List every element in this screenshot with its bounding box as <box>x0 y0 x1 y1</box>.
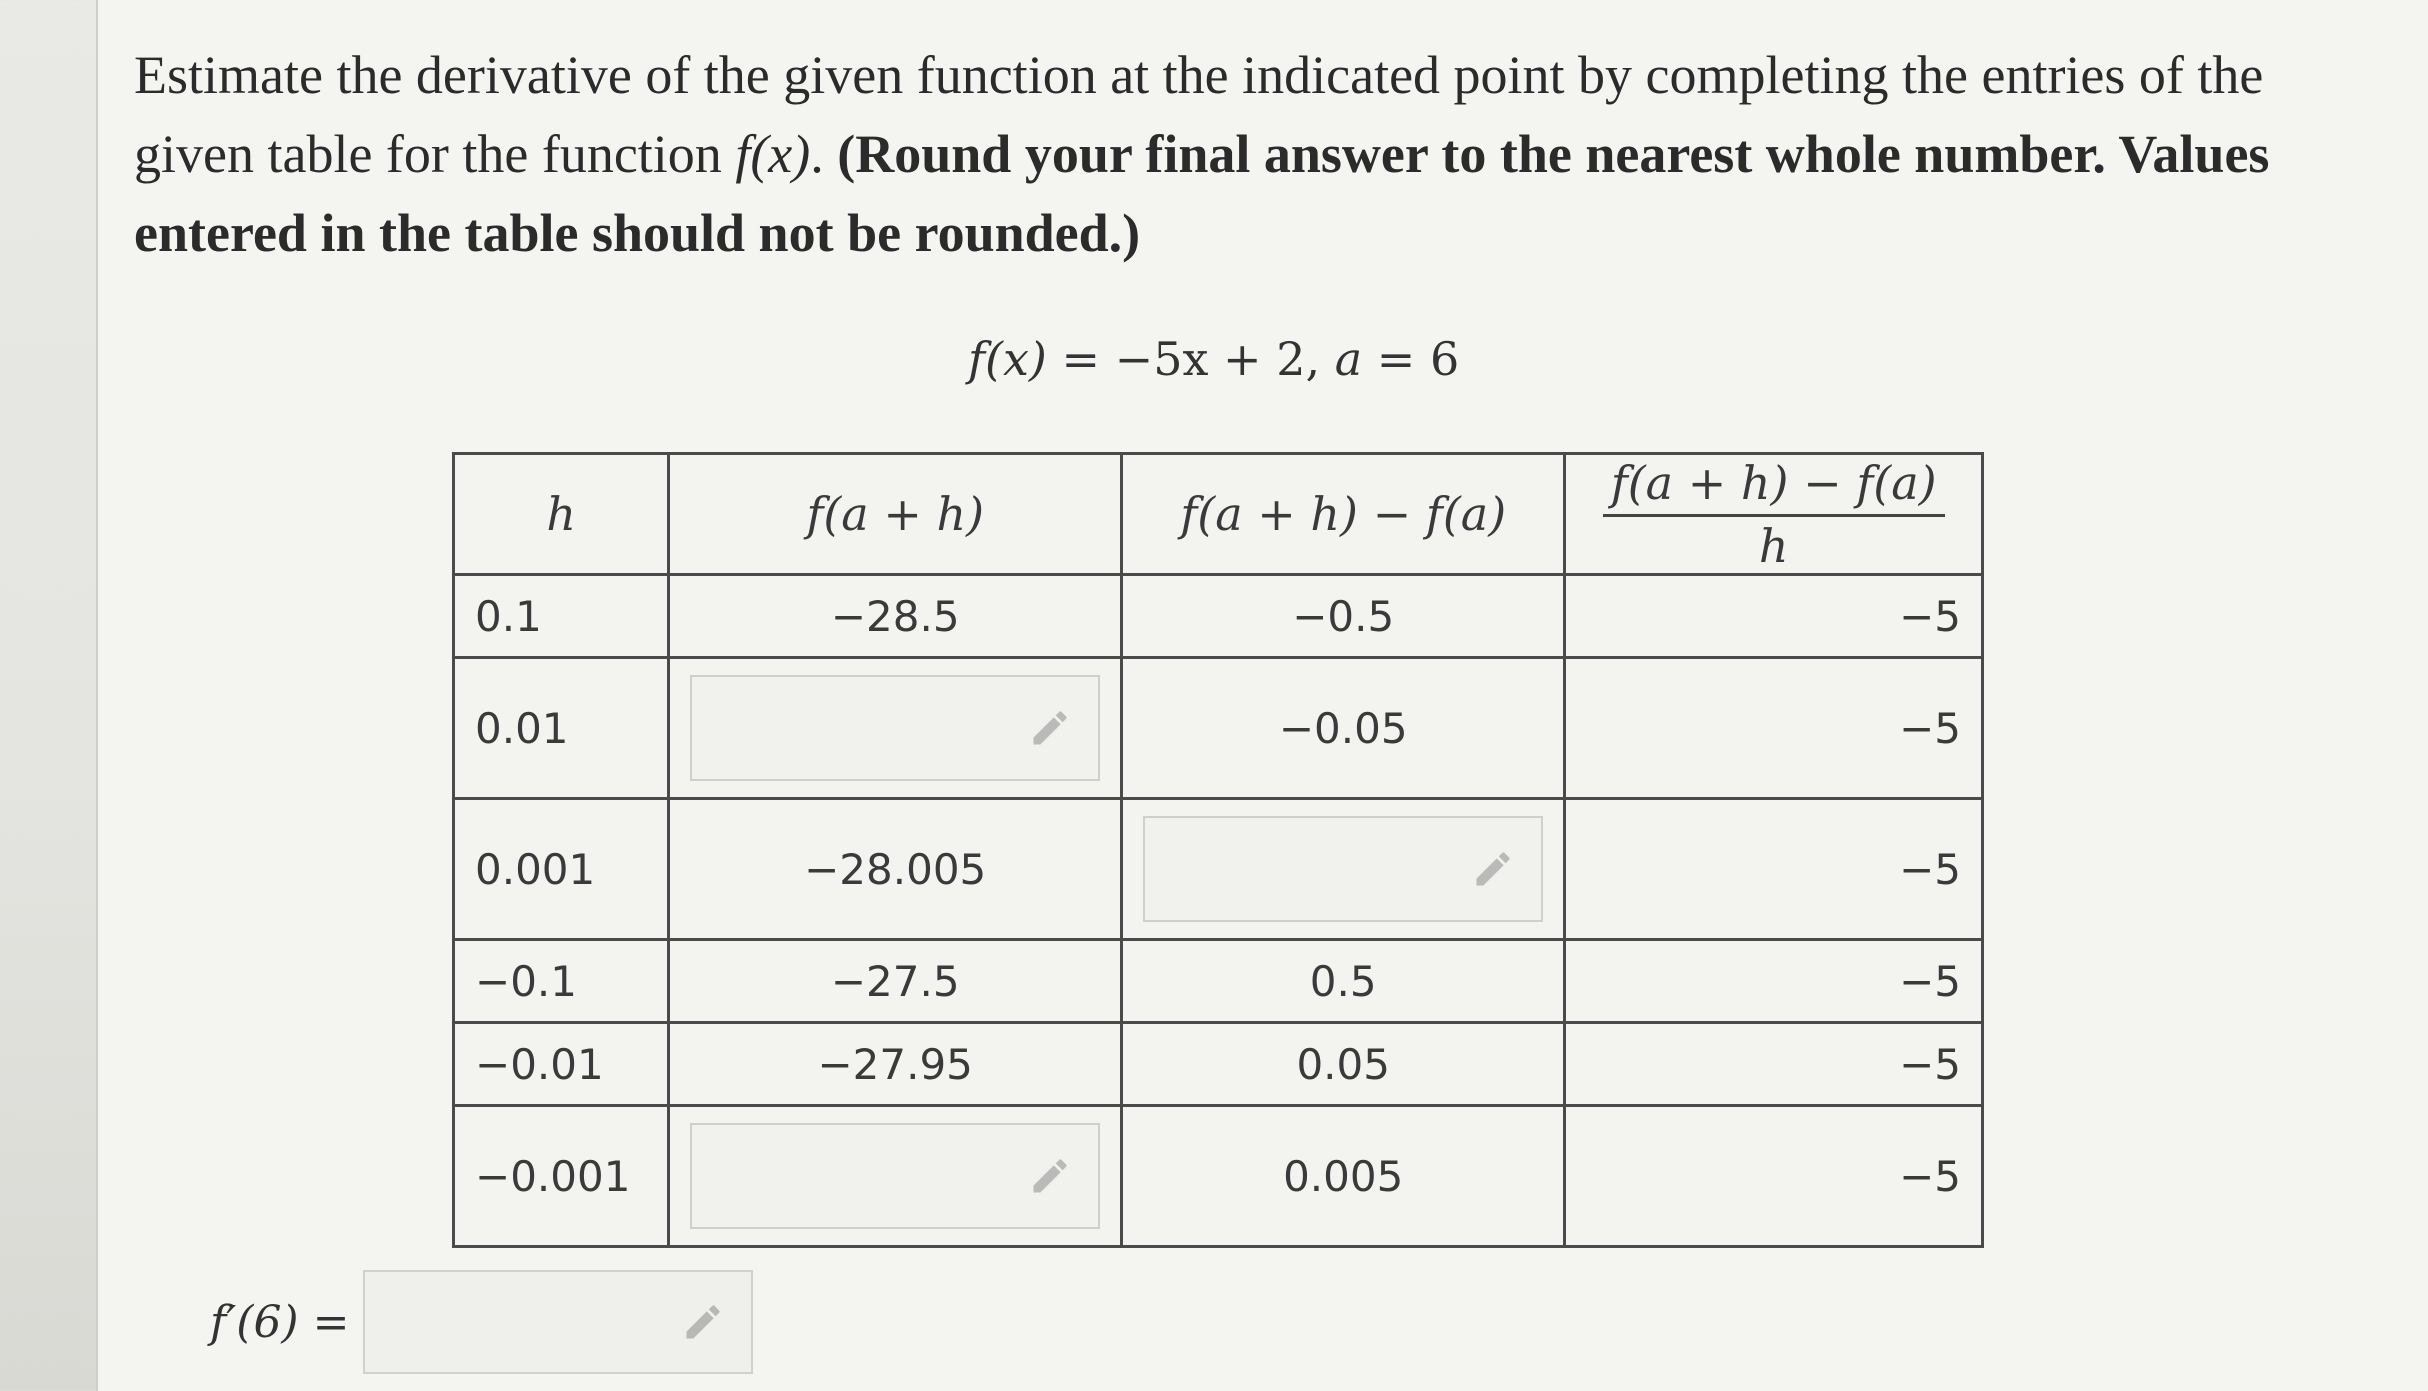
final-answer-equals: = <box>298 1296 350 1348</box>
cell-h: −0.1 <box>454 940 669 1023</box>
cell-f-a-h: −27.5 <box>669 940 1122 1023</box>
cell-f-a-h-input-cell <box>669 658 1122 799</box>
cell-f-a-h: −28.5 <box>669 575 1122 658</box>
prompt-rounding-note: (Round your final answer to the nearest whole number. Values entered in the table should not be rounded.) <box>134 124 2270 263</box>
prompt-period: . <box>810 124 838 184</box>
final-answer-input[interactable] <box>363 1270 753 1374</box>
equation-lhs: f(x) <box>968 332 1047 386</box>
header-f-a-h: f(a + h) <box>669 454 1122 575</box>
cell-difference: 0.5 <box>1122 940 1565 1023</box>
quotient-denominator: h <box>1758 518 1789 573</box>
difference-quotient-table <box>452 452 1984 1248</box>
table-row <box>454 940 1983 1023</box>
cell-quotient: −5 <box>1565 1106 1983 1247</box>
header-h: h <box>454 454 669 575</box>
cell-quotient: −5 <box>1565 575 1983 658</box>
cell-difference: −0.5 <box>1122 575 1565 658</box>
final-answer-label <box>210 1297 349 1348</box>
quotient-numerator: f(a + h) − f(a) <box>1603 456 1945 517</box>
cell-difference: 0.05 <box>1122 1023 1565 1106</box>
cell-difference: 0.005 <box>1122 1106 1565 1247</box>
pencil-icon <box>1028 1154 1072 1198</box>
cell-f-a-h-input-cell <box>669 1106 1122 1247</box>
header-difference: f(a + h) − f(a) <box>1122 454 1565 575</box>
header-quotient <box>1565 454 1983 575</box>
difference-answer-input[interactable] <box>1143 816 1543 922</box>
table-header-row <box>454 454 1983 575</box>
cell-quotient: −5 <box>1565 658 1983 799</box>
question-prompt <box>134 36 2354 273</box>
cell-h: 0.1 <box>454 575 669 658</box>
cell-f-a-h: −27.95 <box>669 1023 1122 1106</box>
cell-h: 0.001 <box>454 799 669 940</box>
cell-h: 0.01 <box>454 658 669 799</box>
table-row <box>454 1106 1983 1247</box>
equation-a-value: = 6 <box>1362 332 1460 386</box>
table-row <box>454 799 1983 940</box>
table-row <box>454 658 1983 799</box>
table-row <box>454 1023 1983 1106</box>
pencil-icon <box>1471 847 1515 891</box>
cell-h: −0.01 <box>454 1023 669 1106</box>
f-a-h-answer-input[interactable] <box>690 1123 1100 1229</box>
cell-quotient: −5 <box>1565 799 1983 940</box>
cell-difference-input-cell <box>1122 799 1565 940</box>
pencil-icon <box>681 1300 725 1344</box>
cell-f-a-h: −28.005 <box>669 799 1122 940</box>
equation-rhs: = −5x + 2, <box>1046 332 1335 386</box>
final-answer-row <box>210 1270 753 1374</box>
cell-quotient: −5 <box>1565 940 1983 1023</box>
equation-a-label: a <box>1334 332 1363 386</box>
quotient-fraction <box>1603 456 1945 573</box>
cell-h: −0.001 <box>454 1106 669 1247</box>
f-a-h-answer-input[interactable] <box>690 675 1100 781</box>
prompt-function: f(x) <box>735 124 811 184</box>
table-row <box>454 575 1983 658</box>
function-equation <box>968 332 1459 386</box>
cell-quotient: −5 <box>1565 1023 1983 1106</box>
pencil-icon <box>1028 706 1072 750</box>
final-answer-function: f′(6) <box>210 1296 299 1348</box>
prompt-intro: Estimate the derivative of the given function at the indicated point by completing the entries of the given table for the function <box>134 45 2264 184</box>
cell-difference: −0.05 <box>1122 658 1565 799</box>
